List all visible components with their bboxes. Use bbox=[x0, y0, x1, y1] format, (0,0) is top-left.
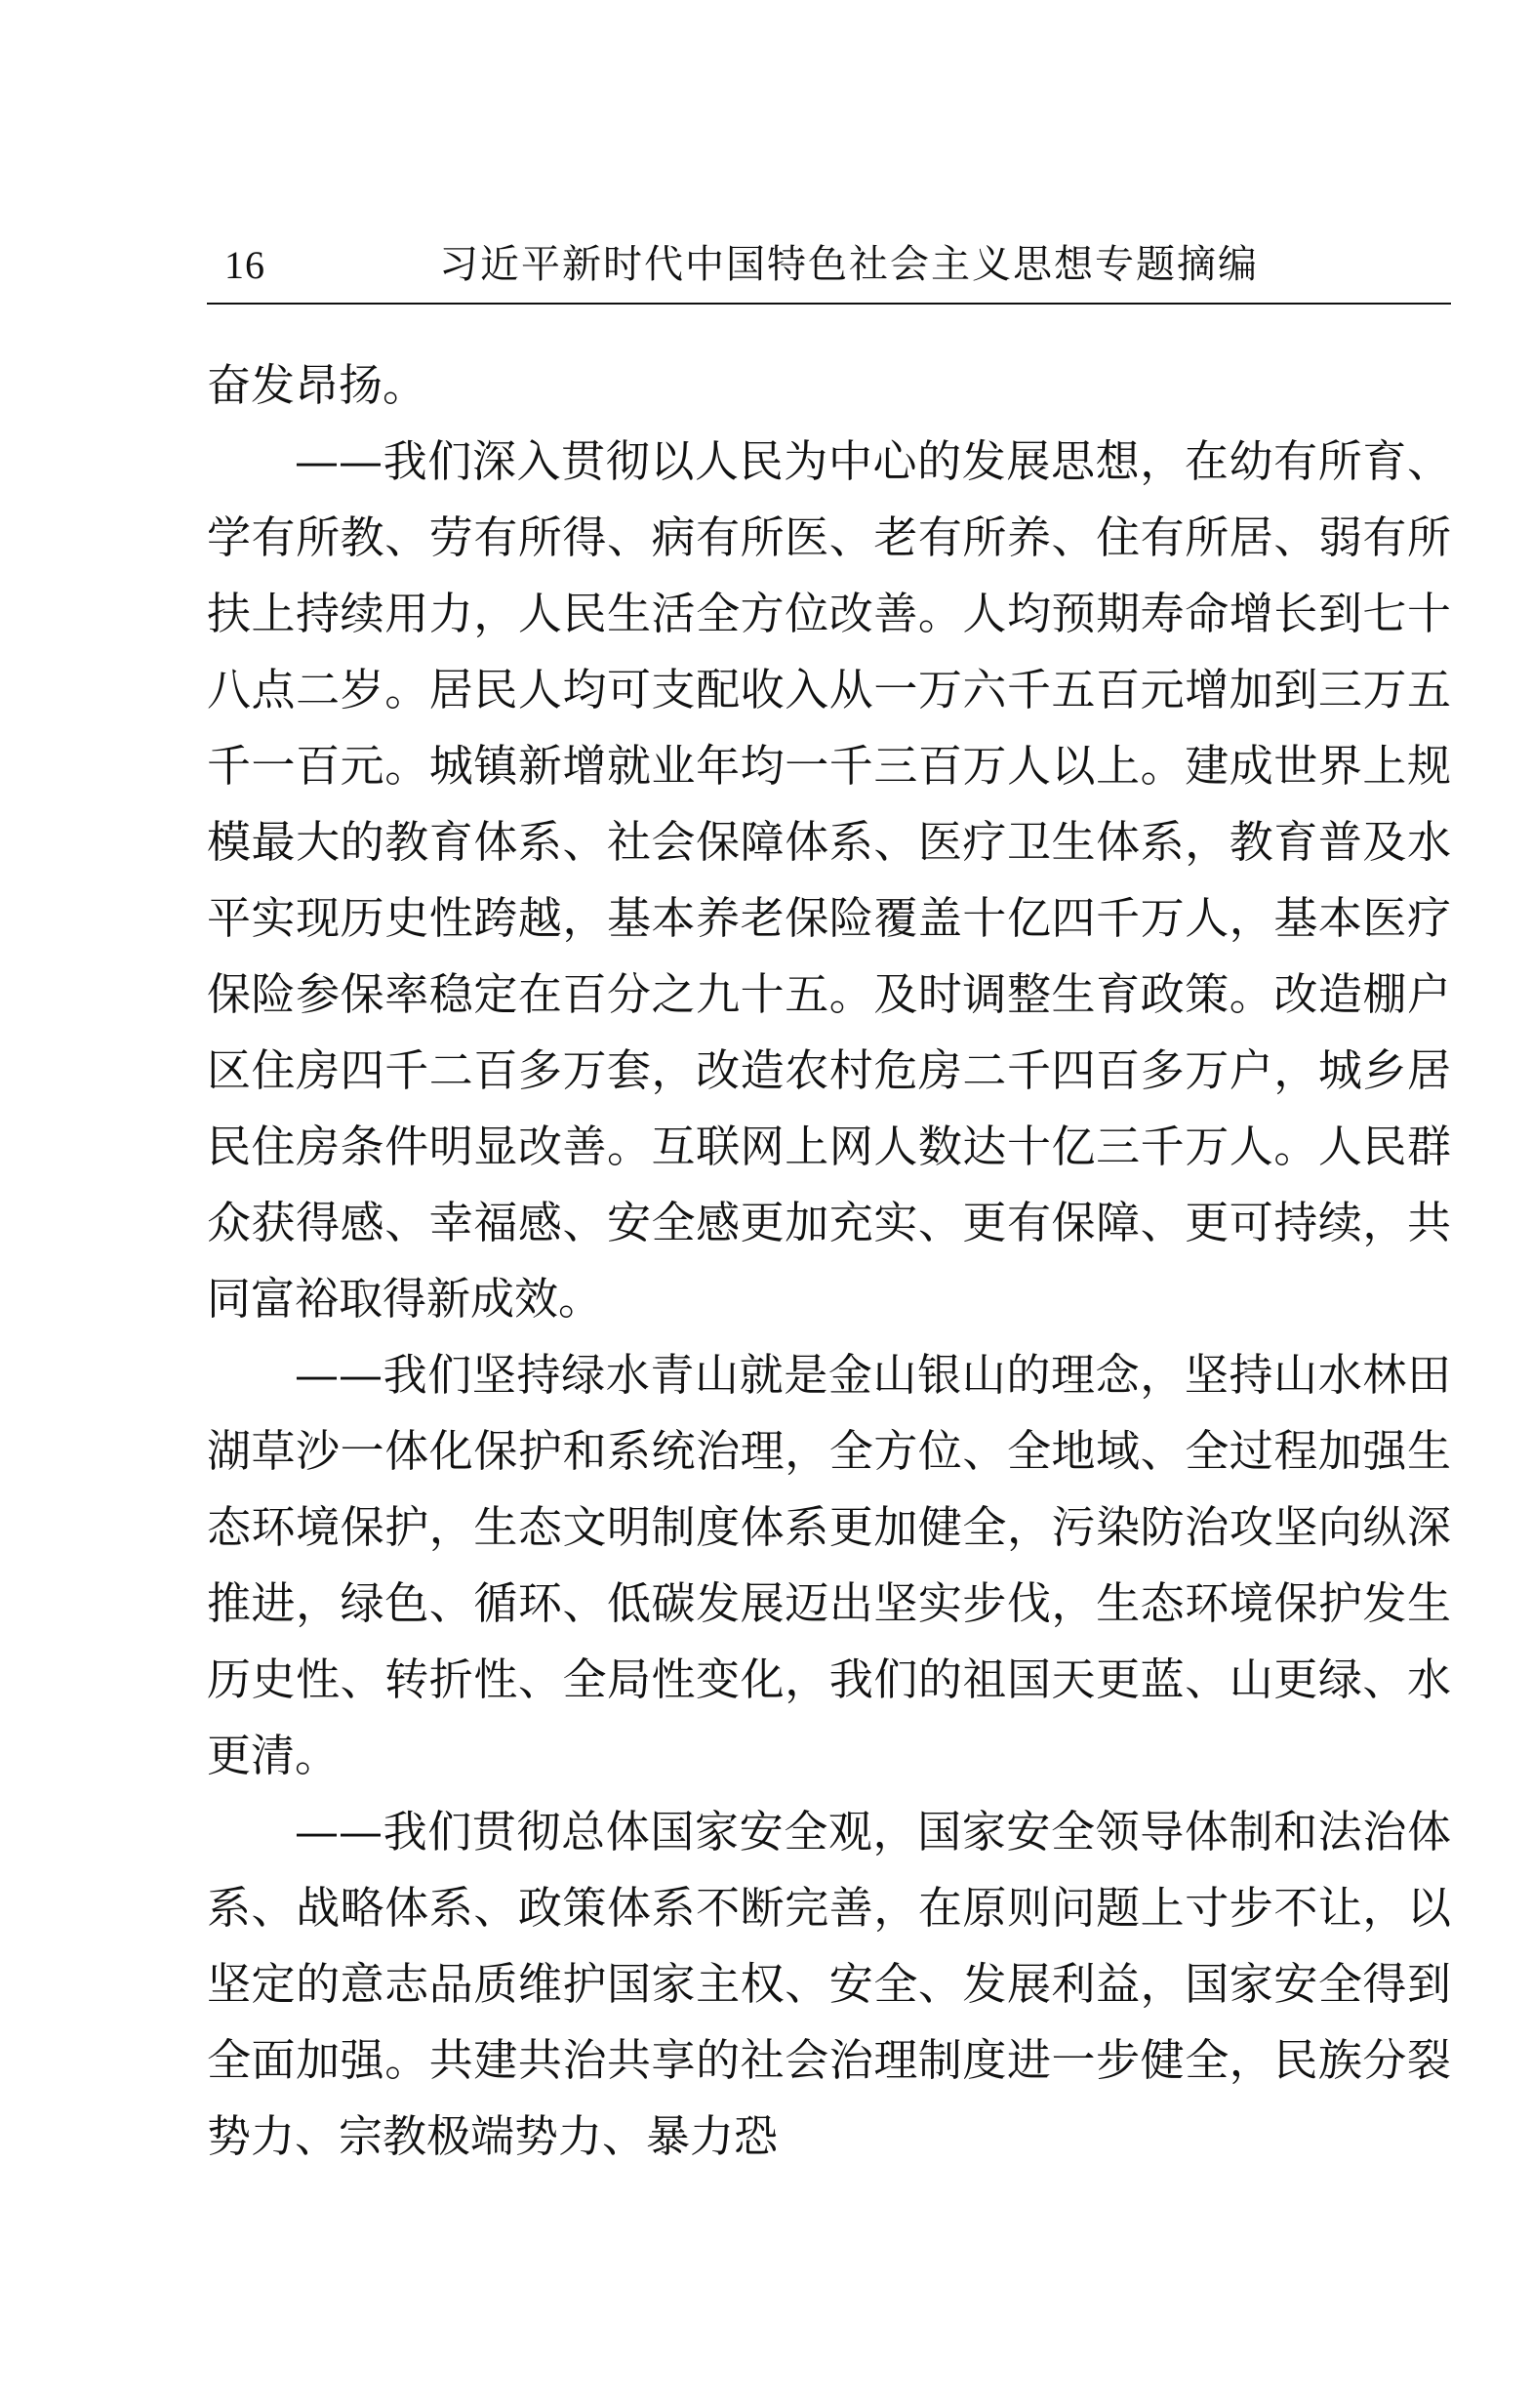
paragraph-ecology: ——我们坚持绿水青山就是金山银山的理念，坚持山水林田湖草沙一体化保护和系统治理，全方位、全地域、全过程加强生态环境保护，生态文明制度体系更加健全，污染防治攻坚向纵深推进，绿色、循环、低碳发展迈出坚实步伐，生态环境保护发生历史性、转折性、全局性变化，我们的祖国天更蓝、山更绿、水更清。 bbox=[207, 1349, 1451, 1781]
header-rule bbox=[207, 303, 1451, 305]
paragraph-livelihood: ——我们深入贯彻以人民为中心的发展思想，在幼有所育、学有所教、劳有所得、病有所医、老有所养、住有所居、弱有所扶上持续用力，人民生活全方位改善。人均预期寿命增长到七十八点二岁。居民人均可支配收入从一万六千五百元增加到三万五千一百元。城镇新增就业年均一千三百万人以上。建成世界上规模最大的教育体系、社会保障体系、医疗卫生体系，教育普及水平实现历史性跨越，基本养老保险覆盖十亿四千万人，基本医疗保险参保率稳定在百分之九十五。及时调整生育政策。改造棚户区住房四千二百多万套，改造农村危房二千四百多万户，城乡居民住房条件明显改善。互联网上网人数达十亿三千万人。人民群众获得感、幸福感、安全感更加充实、更有保障、更可持续，共同富裕取得新成效。 bbox=[207, 435, 1451, 1325]
running-title: 习近平新时代中国特色社会主义思想专题摘编 bbox=[439, 242, 1259, 287]
page-number: 16 bbox=[224, 243, 265, 287]
body-text bbox=[207, 347, 1451, 2175]
paragraph-national-security: ——我们贯彻总体国家安全观，国家安全领导体制和法治体系、战略体系、政策体系不断完善，在原则问题上寸步不让，以坚定的意志品质维护国家主权、安全、发展利益，国家安全得到全面加强。共建共治共享的社会治理制度进一步健全，民族分裂势力、宗教极端势力、暴力恐 bbox=[207, 1806, 1451, 2162]
paragraph-continuation: 奋发昂扬。 bbox=[207, 359, 427, 411]
page-header bbox=[207, 234, 1451, 305]
